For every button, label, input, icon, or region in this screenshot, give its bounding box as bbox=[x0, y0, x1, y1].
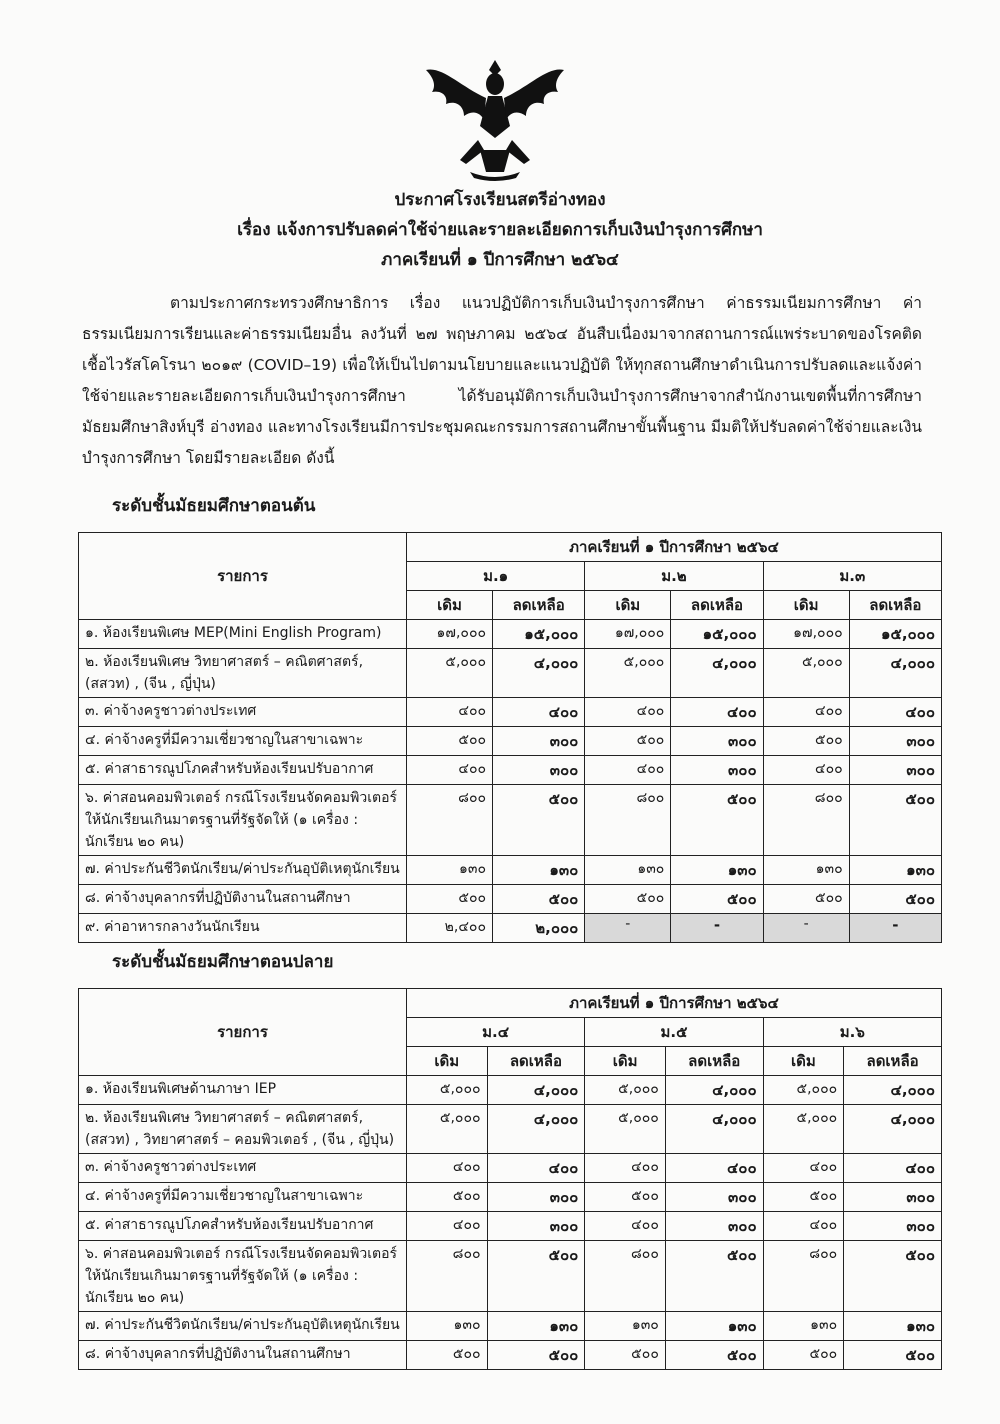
table-row bbox=[79, 1212, 942, 1241]
reduced-fee-cell: ๓๐๐ bbox=[671, 756, 763, 785]
grade-header: ม.๖ bbox=[763, 1018, 941, 1047]
announcement-issuer: ประกาศโรงเรียนสตรีอ่างทอง bbox=[394, 190, 606, 210]
reduced-fee-cell: ๔๐๐ bbox=[671, 698, 763, 727]
table-row bbox=[79, 620, 942, 649]
grade-header: ม.๒ bbox=[585, 562, 763, 591]
fee-item-label: ๒. ห้องเรียนพิเศษ วิทยาศาสตร์ – คณิตศาสตร์, (สสวท) , วิทยาศาสตร์ – คอมพิวเตอร์ , (จีน , ญี่ปุ่น) bbox=[79, 1105, 407, 1154]
original-fee-cell: ๕๐๐ bbox=[585, 727, 671, 756]
reduced-fee-cell: ๑๓๐ bbox=[487, 1312, 585, 1341]
reduced-fee-cell: ๑๕,๐๐๐ bbox=[671, 620, 763, 649]
original-fee-cell: ๑๓๐ bbox=[585, 856, 671, 885]
original-fee-cell: ๑๓๐ bbox=[763, 856, 849, 885]
table-row bbox=[79, 914, 942, 943]
table-row bbox=[79, 649, 942, 698]
reduced-fee-cell: ๕๐๐ bbox=[844, 1341, 942, 1370]
reduced-fee-header: ลดเหลือ bbox=[487, 1047, 585, 1076]
original-fee-cell: ๘๐๐ bbox=[763, 785, 849, 856]
fee-item-label: ๗. ค่าประกันชีวิตนักเรียน/ค่าประกันอุบัติเหตุนักเรียน bbox=[79, 856, 407, 885]
original-fee-cell: ๕๐๐ bbox=[585, 885, 671, 914]
reduced-fee-header: ลดเหลือ bbox=[493, 591, 585, 620]
fee-item-label: ๘. ค่าจ้างบุคลากรที่ปฏิบัติงานในสถานศึกษา bbox=[79, 1341, 407, 1370]
reduced-fee-cell: ๓๐๐ bbox=[665, 1212, 763, 1241]
reduced-fee-cell: ๓๐๐ bbox=[849, 756, 941, 785]
table-row bbox=[79, 1241, 942, 1312]
table-row bbox=[79, 885, 942, 914]
reduced-fee-cell: ๔,๐๐๐ bbox=[671, 649, 763, 698]
reduced-fee-cell: ๔,๐๐๐ bbox=[493, 649, 585, 698]
reduced-fee-cell: ๕๐๐ bbox=[849, 885, 941, 914]
original-fee-cell: ๕๐๐ bbox=[407, 1341, 488, 1370]
reduced-fee-cell: ๕๐๐ bbox=[487, 1341, 585, 1370]
announcement-term: ภาคเรียนที่ ๑ ปีการศึกษา ๒๕๖๔ bbox=[381, 250, 619, 270]
table-row bbox=[79, 727, 942, 756]
reduced-fee-cell: ๔,๐๐๐ bbox=[487, 1105, 585, 1154]
original-fee-cell: ๔๐๐ bbox=[407, 1154, 488, 1183]
item-column-header: รายการ bbox=[79, 989, 407, 1076]
reduced-fee-cell: ๔,๐๐๐ bbox=[844, 1076, 942, 1105]
reduced-fee-cell: ๕๐๐ bbox=[665, 1241, 763, 1312]
grade-header: ม.๓ bbox=[763, 562, 941, 591]
grade-header: ม.๕ bbox=[585, 1018, 763, 1047]
reduced-fee-cell: ๒,๐๐๐ bbox=[493, 914, 585, 943]
original-fee-cell: ๑๓๐ bbox=[585, 1312, 666, 1341]
reduced-fee-cell: ๔๐๐ bbox=[849, 698, 941, 727]
original-fee-cell: ๘๐๐ bbox=[407, 1241, 488, 1312]
table-row bbox=[79, 698, 942, 727]
table-row bbox=[79, 756, 942, 785]
original-fee-cell: ๔๐๐ bbox=[407, 1212, 488, 1241]
lower-secondary-fee-table bbox=[78, 532, 942, 943]
reduced-fee-cell: ๔๐๐ bbox=[493, 698, 585, 727]
fee-item-label: ๑. ห้องเรียนพิเศษด้านภาษา IEP bbox=[79, 1076, 407, 1105]
fee-item-label: ๕. ค่าสาธารณูปโภคสำหรับห้องเรียนปรับอากาศ bbox=[79, 756, 407, 785]
original-fee-cell: ๕,๐๐๐ bbox=[763, 1076, 844, 1105]
reduced-fee-cell: ๓๐๐ bbox=[844, 1212, 942, 1241]
reduced-fee-cell: ๓๐๐ bbox=[671, 727, 763, 756]
original-fee-cell: ๔๐๐ bbox=[585, 1212, 666, 1241]
reduced-fee-header: ลดเหลือ bbox=[849, 591, 941, 620]
fee-item-label: ๓. ค่าจ้างครูชาวต่างประเทศ bbox=[79, 1154, 407, 1183]
reduced-fee-cell: ๕๐๐ bbox=[487, 1241, 585, 1312]
reduced-fee-cell: ๕๐๐ bbox=[493, 785, 585, 856]
fee-item-label: ๕. ค่าสาธารณูปโภคสำหรับห้องเรียนปรับอากาศ bbox=[79, 1212, 407, 1241]
upper-secondary-title: ระดับชั้นมัธยมศึกษาตอนปลาย bbox=[112, 952, 334, 972]
original-fee-cell: ๕,๐๐๐ bbox=[407, 1076, 488, 1105]
table-row bbox=[79, 785, 942, 856]
reduced-fee-cell: ๔,๐๐๐ bbox=[665, 1076, 763, 1105]
reduced-fee-cell: ๓๐๐ bbox=[487, 1212, 585, 1241]
original-fee-cell: ๕๐๐ bbox=[407, 1183, 488, 1212]
reduced-fee-cell: ๓๐๐ bbox=[665, 1183, 763, 1212]
original-fee-cell: ๕๐๐ bbox=[585, 1183, 666, 1212]
table-row bbox=[79, 1076, 942, 1105]
original-fee-cell: ๘๐๐ bbox=[407, 785, 493, 856]
fee-item-label: ๙. ค่าอาหารกลางวันนักเรียน bbox=[79, 914, 407, 943]
fee-item-label: ๑. ห้องเรียนพิเศษ MEP(Mini English Program) bbox=[79, 620, 407, 649]
reduced-fee-cell: ๓๐๐ bbox=[849, 727, 941, 756]
fee-item-label: ๗. ค่าประกันชีวิตนักเรียน/ค่าประกันอุบัติเหตุนักเรียน bbox=[79, 1312, 407, 1341]
original-fee-cell: ๒,๔๐๐ bbox=[407, 914, 493, 943]
original-fee-cell: ๔๐๐ bbox=[763, 1154, 844, 1183]
original-fee-cell: ๕๐๐ bbox=[585, 1341, 666, 1370]
table-row bbox=[79, 1341, 942, 1370]
announcement-subject: เรื่อง แจ้งการปรับลดค่าใช้จ่ายและรายละเอียดการเก็บเงินบำรุงการศึกษา bbox=[237, 220, 763, 240]
reduced-fee-cell: ๑๓๐ bbox=[493, 856, 585, 885]
original-fee-cell: ๔๐๐ bbox=[763, 1212, 844, 1241]
fee-item-label: ๒. ห้องเรียนพิเศษ วิทยาศาสตร์ – คณิตศาสตร์, (สสวท) , (จีน , ญี่ปุ่น) bbox=[79, 649, 407, 698]
term-header: ภาคเรียนที่ ๑ ปีการศึกษา ๒๕๖๔ bbox=[407, 989, 942, 1018]
original-fee-cell: ๔๐๐ bbox=[407, 698, 493, 727]
reduced-fee-cell: ๔,๐๐๐ bbox=[844, 1105, 942, 1154]
reduced-fee-cell: ๓๐๐ bbox=[493, 727, 585, 756]
intro-text: ตามประกาศกระทรวงศึกษาธิการ เรื่อง แนวปฏิบัติการเก็บเงินบำรุงการศึกษา ค่าธรรมเนียมการศึกษา ค่าธรรมเนียมการเรียนและค่าธรรมเนียมอื่น ลงวันที่ ๒๗ พฤษภาคม ๒๕๖๔ อันสืบเนื่องมาจากสถานการณ์แพร่ระบาดของโรคติดเชื้อไวรัสโคโรนา ๒๐๑๙ (COVID–19) เพื่อให้เป็นไปตามนโยบายและแนวปฏิบัติ ให้ทุกสถานศึกษาดำเนินการปรับลดและแจ้งค่าใช้จ่ายและรายละเอียดการเก็บเงินบำรุงการศึกษา ได้รับอนุมัติการเก็บเงินบำรุงการศึกษาจากสำนักงานเขตพื้นที่การศึกษามัธยมศึกษาสิงห์บุรี อ่างทอง และทางโรงเรียนมีการประชุมคณะกรรมการสถานศึกษาขั้นพื้นฐาน มีมติให้ปรับลดค่าใช้จ่ายและเงินบำรุงการศึกษา โดยมีรายละเอียด ดังนี้ bbox=[82, 294, 922, 467]
table-row bbox=[79, 856, 942, 885]
original-fee-cell: ๑๓๐ bbox=[763, 1312, 844, 1341]
original-fee-header: เดิม bbox=[407, 1047, 488, 1076]
original-fee-cell: ๕๐๐ bbox=[407, 727, 493, 756]
reduced-fee-cell: ๕๐๐ bbox=[671, 885, 763, 914]
original-fee-header: เดิม bbox=[763, 591, 849, 620]
original-fee-cell: ๕,๐๐๐ bbox=[585, 649, 671, 698]
reduced-fee-cell: ๑๓๐ bbox=[665, 1312, 763, 1341]
reduced-fee-cell: ๓๐๐ bbox=[487, 1183, 585, 1212]
upper-secondary-fee-table bbox=[78, 988, 942, 1370]
reduced-fee-cell: ๕๐๐ bbox=[493, 885, 585, 914]
original-fee-cell: ๔๐๐ bbox=[763, 756, 849, 785]
original-fee-header: เดิม bbox=[407, 591, 493, 620]
original-fee-cell: ๔๐๐ bbox=[585, 1154, 666, 1183]
reduced-fee-header: ลดเหลือ bbox=[844, 1047, 942, 1076]
original-fee-cell: - bbox=[585, 914, 671, 943]
reduced-fee-cell: ๕๐๐ bbox=[671, 785, 763, 856]
original-fee-header: เดิม bbox=[763, 1047, 844, 1076]
table-row bbox=[79, 1105, 942, 1154]
original-fee-cell: ๕,๐๐๐ bbox=[585, 1105, 666, 1154]
fee-item-label: ๖. ค่าสอนคอมพิวเตอร์ กรณีโรงเรียนจัดคอมพิวเตอร์ให้นักเรียนเกินมาตรฐานที่รัฐจัดให้ (๑ เครื่อง : นักเรียน ๒๐ คน) bbox=[79, 1241, 407, 1312]
original-fee-cell: ๔๐๐ bbox=[763, 698, 849, 727]
item-column-header: รายการ bbox=[79, 533, 407, 620]
original-fee-cell: ๘๐๐ bbox=[763, 1241, 844, 1312]
reduced-fee-cell: ๓๐๐ bbox=[844, 1183, 942, 1212]
reduced-fee-cell: ๔๐๐ bbox=[665, 1154, 763, 1183]
original-fee-cell: ๕๐๐ bbox=[407, 885, 493, 914]
reduced-fee-header: ลดเหลือ bbox=[671, 591, 763, 620]
reduced-fee-header: ลดเหลือ bbox=[665, 1047, 763, 1076]
reduced-fee-cell: - bbox=[671, 914, 763, 943]
fee-item-label: ๔. ค่าจ้างครูที่มีความเชี่ยวชาญในสาขาเฉพาะ bbox=[79, 727, 407, 756]
original-fee-cell: ๕๐๐ bbox=[763, 727, 849, 756]
fee-item-label: ๘. ค่าจ้างบุคลากรที่ปฏิบัติงานในสถานศึกษา bbox=[79, 885, 407, 914]
original-fee-cell: ๑๗,๐๐๐ bbox=[407, 620, 493, 649]
reduced-fee-cell: ๔,๐๐๐ bbox=[849, 649, 941, 698]
original-fee-header: เดิม bbox=[585, 1047, 666, 1076]
reduced-fee-cell: ๑๕,๐๐๐ bbox=[493, 620, 585, 649]
term-header: ภาคเรียนที่ ๑ ปีการศึกษา ๒๕๖๔ bbox=[407, 533, 942, 562]
grade-header: ม.๑ bbox=[407, 562, 585, 591]
lower-secondary-title: ระดับชั้นมัธยมศึกษาตอนต้น bbox=[112, 496, 316, 516]
reduced-fee-cell: ๑๓๐ bbox=[844, 1312, 942, 1341]
original-fee-cell: ๕๐๐ bbox=[763, 1341, 844, 1370]
reduced-fee-cell: ๑๓๐ bbox=[849, 856, 941, 885]
table-row bbox=[79, 1312, 942, 1341]
original-fee-cell: ๑๗,๐๐๐ bbox=[763, 620, 849, 649]
garuda-emblem-icon bbox=[420, 56, 570, 182]
original-fee-cell: ๕๐๐ bbox=[763, 885, 849, 914]
original-fee-cell: ๕,๐๐๐ bbox=[407, 649, 493, 698]
reduced-fee-cell: ๔๐๐ bbox=[844, 1154, 942, 1183]
table-row bbox=[79, 1154, 942, 1183]
reduced-fee-cell: ๕๐๐ bbox=[844, 1241, 942, 1312]
original-fee-cell: ๑๓๐ bbox=[407, 856, 493, 885]
original-fee-cell: ๕,๐๐๐ bbox=[585, 1076, 666, 1105]
reduced-fee-cell: ๑๓๐ bbox=[671, 856, 763, 885]
table-row bbox=[79, 1183, 942, 1212]
original-fee-cell: ๔๐๐ bbox=[585, 756, 671, 785]
reduced-fee-cell: ๔,๐๐๐ bbox=[487, 1076, 585, 1105]
reduced-fee-cell: ๓๐๐ bbox=[493, 756, 585, 785]
reduced-fee-cell: ๑๕,๐๐๐ bbox=[849, 620, 941, 649]
original-fee-cell: - bbox=[763, 914, 849, 943]
original-fee-cell: ๑๓๐ bbox=[407, 1312, 488, 1341]
original-fee-cell: ๕,๐๐๐ bbox=[407, 1105, 488, 1154]
original-fee-cell: ๔๐๐ bbox=[407, 756, 493, 785]
reduced-fee-cell: ๔,๐๐๐ bbox=[665, 1105, 763, 1154]
original-fee-cell: ๘๐๐ bbox=[585, 785, 671, 856]
intro-paragraph bbox=[82, 288, 922, 474]
reduced-fee-cell: ๕๐๐ bbox=[849, 785, 941, 856]
original-fee-cell: ๑๗,๐๐๐ bbox=[585, 620, 671, 649]
reduced-fee-cell: ๕๐๐ bbox=[665, 1341, 763, 1370]
reduced-fee-cell: - bbox=[849, 914, 941, 943]
original-fee-cell: ๘๐๐ bbox=[585, 1241, 666, 1312]
original-fee-cell: ๕,๐๐๐ bbox=[763, 1105, 844, 1154]
original-fee-cell: ๕,๐๐๐ bbox=[763, 649, 849, 698]
fee-item-label: ๖. ค่าสอนคอมพิวเตอร์ กรณีโรงเรียนจัดคอมพิวเตอร์ให้นักเรียนเกินมาตรฐานที่รัฐจัดให้ (๑ เครื่อง : นักเรียน ๒๐ คน) bbox=[79, 785, 407, 856]
original-fee-cell: ๕๐๐ bbox=[763, 1183, 844, 1212]
original-fee-header: เดิม bbox=[585, 591, 671, 620]
grade-header: ม.๔ bbox=[407, 1018, 585, 1047]
fee-item-label: ๔. ค่าจ้างครูที่มีความเชี่ยวชาญในสาขาเฉพาะ bbox=[79, 1183, 407, 1212]
original-fee-cell: ๔๐๐ bbox=[585, 698, 671, 727]
reduced-fee-cell: ๔๐๐ bbox=[487, 1154, 585, 1183]
fee-item-label: ๓. ค่าจ้างครูชาวต่างประเทศ bbox=[79, 698, 407, 727]
